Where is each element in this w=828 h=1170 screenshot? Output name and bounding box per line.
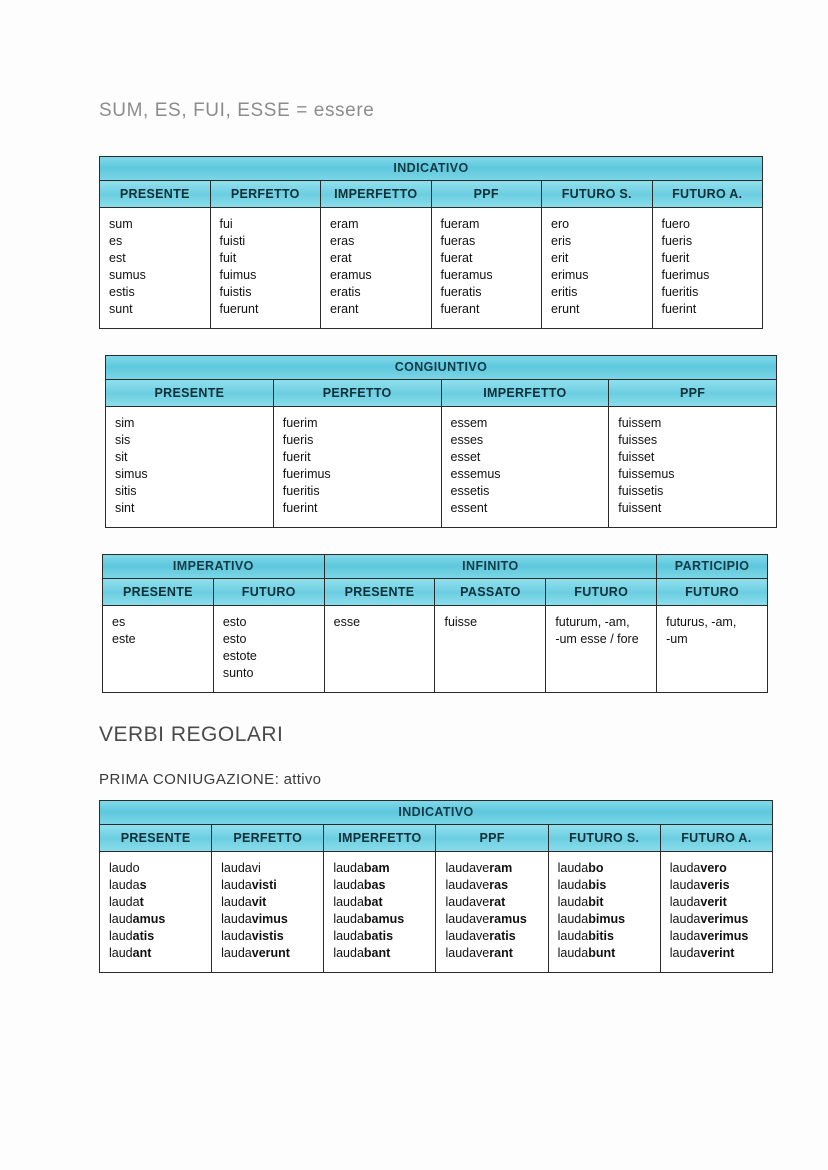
cell-forms [100, 852, 211, 972]
verb-form: fuissent [618, 501, 662, 515]
verb-ending: amus [132, 912, 166, 926]
verb-form: -um esse / fore [555, 632, 639, 646]
table-body-row [100, 208, 763, 329]
verb-ending: batis [363, 929, 394, 943]
verb-stem: lauda [333, 946, 364, 960]
verb-form: esset [450, 450, 481, 464]
verb-form: sint [115, 501, 135, 515]
verb-form: este [112, 632, 136, 646]
verb-form: fueritis [661, 285, 699, 299]
verb-form: fueratis [440, 285, 482, 299]
verb-form: eris [551, 234, 572, 248]
document-content [99, 100, 779, 999]
cell-forms [325, 606, 435, 641]
verb-ending: verimus [700, 912, 749, 926]
verb-ending: ratis [489, 929, 516, 943]
verb-form: fui [219, 217, 233, 231]
col-header-futuro-a: FUTURO A. [660, 825, 772, 852]
verb-form [558, 945, 651, 962]
table-header-row [106, 380, 777, 407]
verb-form: simus [115, 467, 148, 481]
col-header-perfetto: PERFETTO [212, 825, 324, 852]
col-header-imperfetto: IMPERFETTO [321, 181, 432, 208]
verb-stem: lauda [333, 912, 364, 926]
verb-form [445, 877, 538, 894]
band-participio: PARTICIPIO [657, 555, 768, 579]
verb-form: essem [450, 416, 488, 430]
verb-stem: lauda [669, 946, 701, 960]
verb-form [221, 860, 314, 877]
col-header-imperfetto: IMPERFETTO [324, 825, 436, 852]
verb-stem: lauda [557, 912, 589, 926]
verb-form: sumus [109, 268, 146, 282]
verb-form [221, 877, 314, 894]
verb-ending: bas [363, 878, 386, 892]
verb-form [670, 894, 763, 911]
verb-form [333, 860, 426, 877]
subsection-title [99, 771, 779, 788]
verb-form: fueram [440, 217, 480, 231]
table-header-row [100, 181, 763, 208]
band-imperativo: IMPERATIVO [103, 555, 325, 579]
verb-form [109, 894, 202, 911]
verb-form: fuerunt [219, 302, 259, 316]
verb-form: es [112, 615, 126, 629]
verb-form: fueritis [282, 484, 320, 498]
verb-form [670, 945, 763, 962]
verb-form: sunto [222, 666, 254, 680]
verb-form [558, 860, 651, 877]
verb-ending: rant [489, 946, 513, 960]
col-header-participio-futuro: FUTURO [657, 579, 768, 606]
col-header-presente: PRESENTE [106, 380, 274, 407]
verb-ending: vistis [251, 929, 284, 943]
verb-ending: s [139, 878, 147, 892]
verb-form: fuerim [282, 416, 318, 430]
verb-form [670, 911, 763, 928]
verb-ending: verimus [700, 929, 749, 943]
verb-form [670, 928, 763, 945]
verb-form [558, 928, 651, 945]
verb-stem: laud [109, 946, 133, 960]
cell-forms [549, 852, 660, 972]
verb-stem: laudo [109, 861, 140, 875]
verb-stem: lauda [333, 929, 364, 943]
verb-ending: vero [700, 861, 727, 875]
verb-stem: lauda [669, 929, 701, 943]
cell-forms [609, 407, 776, 527]
verb-stem: lauda [333, 878, 364, 892]
verb-form: futurum, -am, [555, 615, 630, 629]
band-indicativo: INDICATIVO [100, 801, 773, 825]
verb-stem: lauda [221, 878, 252, 892]
cell-forms [321, 208, 431, 328]
verb-form [445, 945, 538, 962]
verb-stem: lauda [333, 895, 364, 909]
verb-stem: lauda [221, 946, 252, 960]
verb-stem: lauda [109, 878, 140, 892]
verb-form: essent [450, 501, 488, 515]
verb-form: fuissemus [618, 467, 675, 481]
verb-form [333, 877, 426, 894]
cell-forms [653, 208, 763, 328]
verb-form: fuerant [440, 302, 480, 316]
band-congiuntivo: CONGIUNTIVO [106, 356, 777, 380]
verb-form: eram [330, 217, 359, 231]
verb-form [333, 894, 426, 911]
verb-ending: ant [132, 946, 152, 960]
table-header-row [103, 579, 768, 606]
verb-form: fueramus [440, 268, 493, 282]
cell-forms [546, 606, 656, 658]
verb-form [558, 911, 651, 928]
verb-ending: rat [489, 895, 506, 909]
verb-stem: laudavi [221, 861, 261, 875]
verb-form: fuerit [282, 450, 311, 464]
verb-ending: bat [363, 895, 383, 909]
verb-form: fuerint [282, 501, 318, 515]
verb-form [109, 860, 202, 877]
verb-form [221, 928, 314, 945]
verb-ending: bit [588, 895, 604, 909]
verb-form: erant [330, 302, 359, 316]
verb-form: fuisti [219, 234, 246, 248]
verb-stem: laudave [445, 912, 490, 926]
verb-stem: laudave [445, 895, 490, 909]
cell-forms [442, 407, 609, 527]
verb-stem: lauda [557, 946, 589, 960]
verb-form: fuisset [618, 450, 655, 464]
verb-ending: verit [700, 895, 727, 909]
cell-forms [436, 852, 547, 972]
verb-form: sitis [115, 484, 137, 498]
verb-form: erimus [551, 268, 589, 282]
verb-form [109, 928, 202, 945]
verb-form: fuisse [444, 615, 478, 629]
verb-form [221, 894, 314, 911]
table-body-row [103, 606, 768, 693]
verb-form: eritis [551, 285, 578, 299]
table-esse-indicativo [99, 156, 763, 329]
verb-stem: laud [109, 929, 133, 943]
verb-stem: lauda [221, 895, 252, 909]
verb-form: erunt [551, 302, 580, 316]
verb-ending: t [139, 895, 144, 909]
cell-forms [435, 606, 545, 641]
table-esse-congiuntivo [105, 355, 777, 528]
verb-stem: lauda [557, 861, 589, 875]
verb-ending: bo [588, 861, 604, 875]
verb-form [221, 911, 314, 928]
page-title: SUM, ES, FUI, ESSE = essere [99, 100, 375, 121]
verb-form: fuerimus [661, 268, 710, 282]
verb-stem: lauda [221, 929, 252, 943]
verb-form: erit [551, 251, 569, 265]
cell-forms [212, 852, 323, 972]
verb-form: fuit [219, 251, 237, 265]
verb-stem: laudave [445, 861, 490, 875]
verb-form [445, 911, 538, 928]
verb-form: esto [222, 615, 247, 629]
verb-form [333, 911, 426, 928]
verb-stem: laudave [445, 878, 490, 892]
col-header-futuro-a: FUTURO A. [652, 181, 763, 208]
table-band-row [100, 801, 773, 825]
verb-form: eramus [330, 268, 372, 282]
col-header-futuro-s: FUTURO S. [542, 181, 653, 208]
cell-forms [324, 852, 435, 972]
verb-ending: veris [700, 878, 730, 892]
col-header-imperativo-presente: PRESENTE [103, 579, 214, 606]
verb-ending: verint [700, 946, 735, 960]
col-header-perfetto: PERFETTO [273, 380, 441, 407]
subsection-title-rest: : attivo [274, 771, 322, 788]
verb-stem: lauda [669, 878, 701, 892]
verb-form: futurus, -am, [666, 615, 737, 629]
table-esse-modi [102, 554, 768, 693]
verb-form: eras [330, 234, 355, 248]
verb-ending: visti [251, 878, 277, 892]
col-header-perfetto: PERFETTO [210, 181, 321, 208]
cell-forms [211, 208, 321, 328]
cell-forms [657, 606, 767, 658]
verb-form [445, 894, 538, 911]
table-body-row [106, 407, 777, 528]
verb-form [445, 928, 538, 945]
verb-form [109, 877, 202, 894]
verb-stem: lauda [109, 895, 140, 909]
verb-form: fueras [440, 234, 476, 248]
verb-ending: bis [588, 878, 607, 892]
col-header-futuro-s: FUTURO S. [548, 825, 660, 852]
verb-form [445, 860, 538, 877]
verb-form: sis [115, 433, 131, 447]
subsection-title-strong: PRIMA CONIUGAZIONE [99, 771, 275, 788]
cell-forms [661, 852, 772, 972]
col-header-ppf: PPF [431, 181, 542, 208]
verb-form: fuerimus [282, 467, 331, 481]
verb-stem: lauda [333, 861, 364, 875]
verb-ending: bamus [363, 912, 405, 926]
verb-form: sunt [109, 302, 133, 316]
verb-form: fuissetis [618, 484, 664, 498]
verb-form: est [109, 251, 126, 265]
verb-form: estis [109, 285, 135, 299]
verb-form: erat [330, 251, 352, 265]
verb-stem: lauda [557, 929, 589, 943]
verb-form: fueris [661, 234, 693, 248]
verb-form: essetis [450, 484, 490, 498]
verb-form: fuerat [440, 251, 473, 265]
verb-form: esses [450, 433, 484, 447]
verb-stem: laudave [445, 929, 490, 943]
verb-form: fuerit [661, 251, 690, 265]
cell-forms [432, 208, 542, 328]
table-band-row [100, 157, 763, 181]
verb-ending: atis [132, 929, 155, 943]
verb-stem: lauda [669, 895, 701, 909]
verb-ending: bimus [588, 912, 626, 926]
cell-forms [274, 407, 441, 527]
verb-form: fuistis [219, 285, 252, 299]
verb-form [670, 877, 763, 894]
verb-ending: ras [489, 878, 509, 892]
col-header-presente: PRESENTE [100, 181, 211, 208]
verb-stem: laud [109, 912, 133, 926]
verb-form: essemus [450, 467, 501, 481]
verb-form: ero [551, 217, 570, 231]
verb-form: sit [115, 450, 128, 464]
col-header-infinito-futuro: FUTURO [546, 579, 657, 606]
table-band-row [103, 555, 768, 579]
verb-form: fuisses [618, 433, 658, 447]
verb-form [109, 945, 202, 962]
verb-form [221, 945, 314, 962]
verb-form: fuimus [219, 268, 257, 282]
verb-form: esto [222, 632, 247, 646]
verb-stem: lauda [669, 861, 701, 875]
verb-ending: bunt [588, 946, 616, 960]
verb-ending: bam [363, 861, 390, 875]
verb-form: esse [333, 615, 361, 629]
verb-ending: ram [489, 861, 513, 875]
verb-form [109, 911, 202, 928]
verb-ending: vimus [251, 912, 288, 926]
table-body-row [100, 852, 773, 973]
verb-ending: ramus [489, 912, 527, 926]
verb-ending: bant [363, 946, 391, 960]
col-header-presente: PRESENTE [100, 825, 212, 852]
verb-form: fueris [282, 433, 314, 447]
verb-ending: verunt [251, 946, 290, 960]
verb-form: sim [115, 416, 135, 430]
cell-forms [103, 606, 213, 658]
col-header-ppf: PPF [609, 380, 777, 407]
verb-form: estote [222, 649, 257, 663]
cell-forms [542, 208, 652, 328]
verb-form [333, 945, 426, 962]
verb-ending: vit [251, 895, 267, 909]
verb-form: fuerint [661, 302, 697, 316]
table-header-row [100, 825, 773, 852]
cell-forms [214, 606, 324, 692]
verb-form: -um [666, 632, 688, 646]
verb-stem: lauda [557, 895, 589, 909]
col-header-imperfetto: IMPERFETTO [441, 380, 609, 407]
band-indicativo: INDICATIVO [100, 157, 763, 181]
col-header-infinito-presente: PRESENTE [324, 579, 435, 606]
verb-form [558, 877, 651, 894]
section-title-verbi-regolari: VERBI REGOLARI [99, 723, 284, 746]
verb-form: eratis [330, 285, 361, 299]
verb-form: fuero [661, 217, 690, 231]
verb-stem: lauda [669, 912, 701, 926]
cell-forms [106, 407, 273, 527]
col-header-ppf: PPF [436, 825, 548, 852]
verb-stem: laudave [445, 946, 490, 960]
verb-form [333, 928, 426, 945]
verb-form [558, 894, 651, 911]
table-band-row [106, 356, 777, 380]
cell-forms [100, 208, 210, 328]
verb-form: fuissem [618, 416, 662, 430]
verb-stem: lauda [221, 912, 252, 926]
verb-form [670, 860, 763, 877]
band-infinito: INFINITO [324, 555, 656, 579]
col-header-imperativo-futuro: FUTURO [213, 579, 324, 606]
verb-ending: bitis [588, 929, 614, 943]
verb-form: es [109, 234, 123, 248]
verb-stem: lauda [557, 878, 589, 892]
col-header-infinito-passato: PASSATO [435, 579, 546, 606]
verb-form: sum [109, 217, 133, 231]
table-laudare-indicativo [99, 800, 773, 973]
